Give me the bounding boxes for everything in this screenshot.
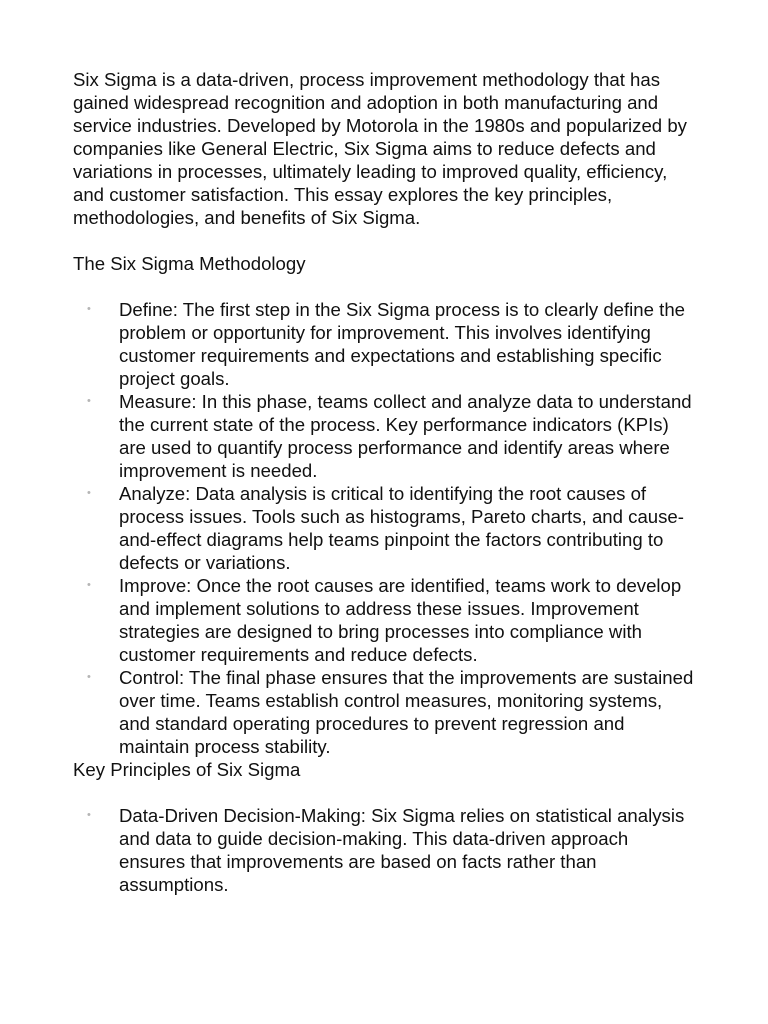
list-item-text: Control: The final phase ensures that the improvements are sustained over time. Teams establish control measures, monitoring systems, and standard operating procedures to prevent regression and maintain process stability.: [119, 667, 694, 757]
bullet-icon: •: [87, 671, 91, 683]
bullet-icon: •: [87, 579, 91, 591]
section-heading-methodology: The Six Sigma Methodology: [73, 253, 306, 274]
bullet-icon: •: [87, 395, 91, 407]
list-item-text: Define: The first step in the Six Sigma process is to clearly define the problem or opportunity for improvement. This involves identifying customer requirements and expectations and establishing specific project goals.: [119, 299, 686, 389]
methodology-list: [73, 298, 703, 758]
section-heading-key-principles: Key Principles of Six Sigma: [73, 759, 301, 780]
list-item: [73, 574, 697, 666]
bullet-icon: •: [87, 487, 91, 499]
bullet-icon: •: [87, 809, 91, 821]
list-item-text: Improve: Once the root causes are identified, teams work to develop and implement solutions to address these issues. Improvement strategies are designed to bring processes into compliance with customer requirements and reduce defects.: [119, 575, 682, 665]
list-item: [73, 298, 697, 390]
list-item: [73, 482, 697, 574]
list-item: [73, 390, 697, 482]
key-principles-list: [73, 804, 703, 896]
list-item: [73, 804, 697, 896]
document-page: [73, 68, 703, 896]
list-item: [73, 666, 697, 758]
list-item-text: Measure: In this phase, teams collect and analyze data to understand the current state of the process. Key performance indicators (KPIs) are used to quantify process performance and identify areas where improvement is needed.: [119, 391, 692, 481]
list-item-text: Analyze: Data analysis is critical to identifying the root causes of process issues. Tools such as histograms, Pareto charts, and cause-and-effect diagrams help teams pinpoint the factors contributing to defects or variations.: [119, 483, 684, 573]
bullet-icon: •: [87, 303, 91, 315]
list-item-text: Data-Driven Decision-Making: Six Sigma relies on statistical analysis and data to guide decision-making. This data-driven approach ensures that improvements are based on facts rather than assumptions.: [119, 805, 685, 895]
intro-paragraph: Six Sigma is a data-driven, process improvement methodology that has gained widespread recognition and adoption in both manufacturing and service industries. Developed by Motorola in the 1980s and popularized by companies like General Electric, Six Sigma aims to reduce defects and variations in processes, ultimately leading to improved quality, efficiency, and customer satisfaction. This essay explores the key principles, methodologies, and benefits of Six Sigma.: [73, 69, 687, 228]
